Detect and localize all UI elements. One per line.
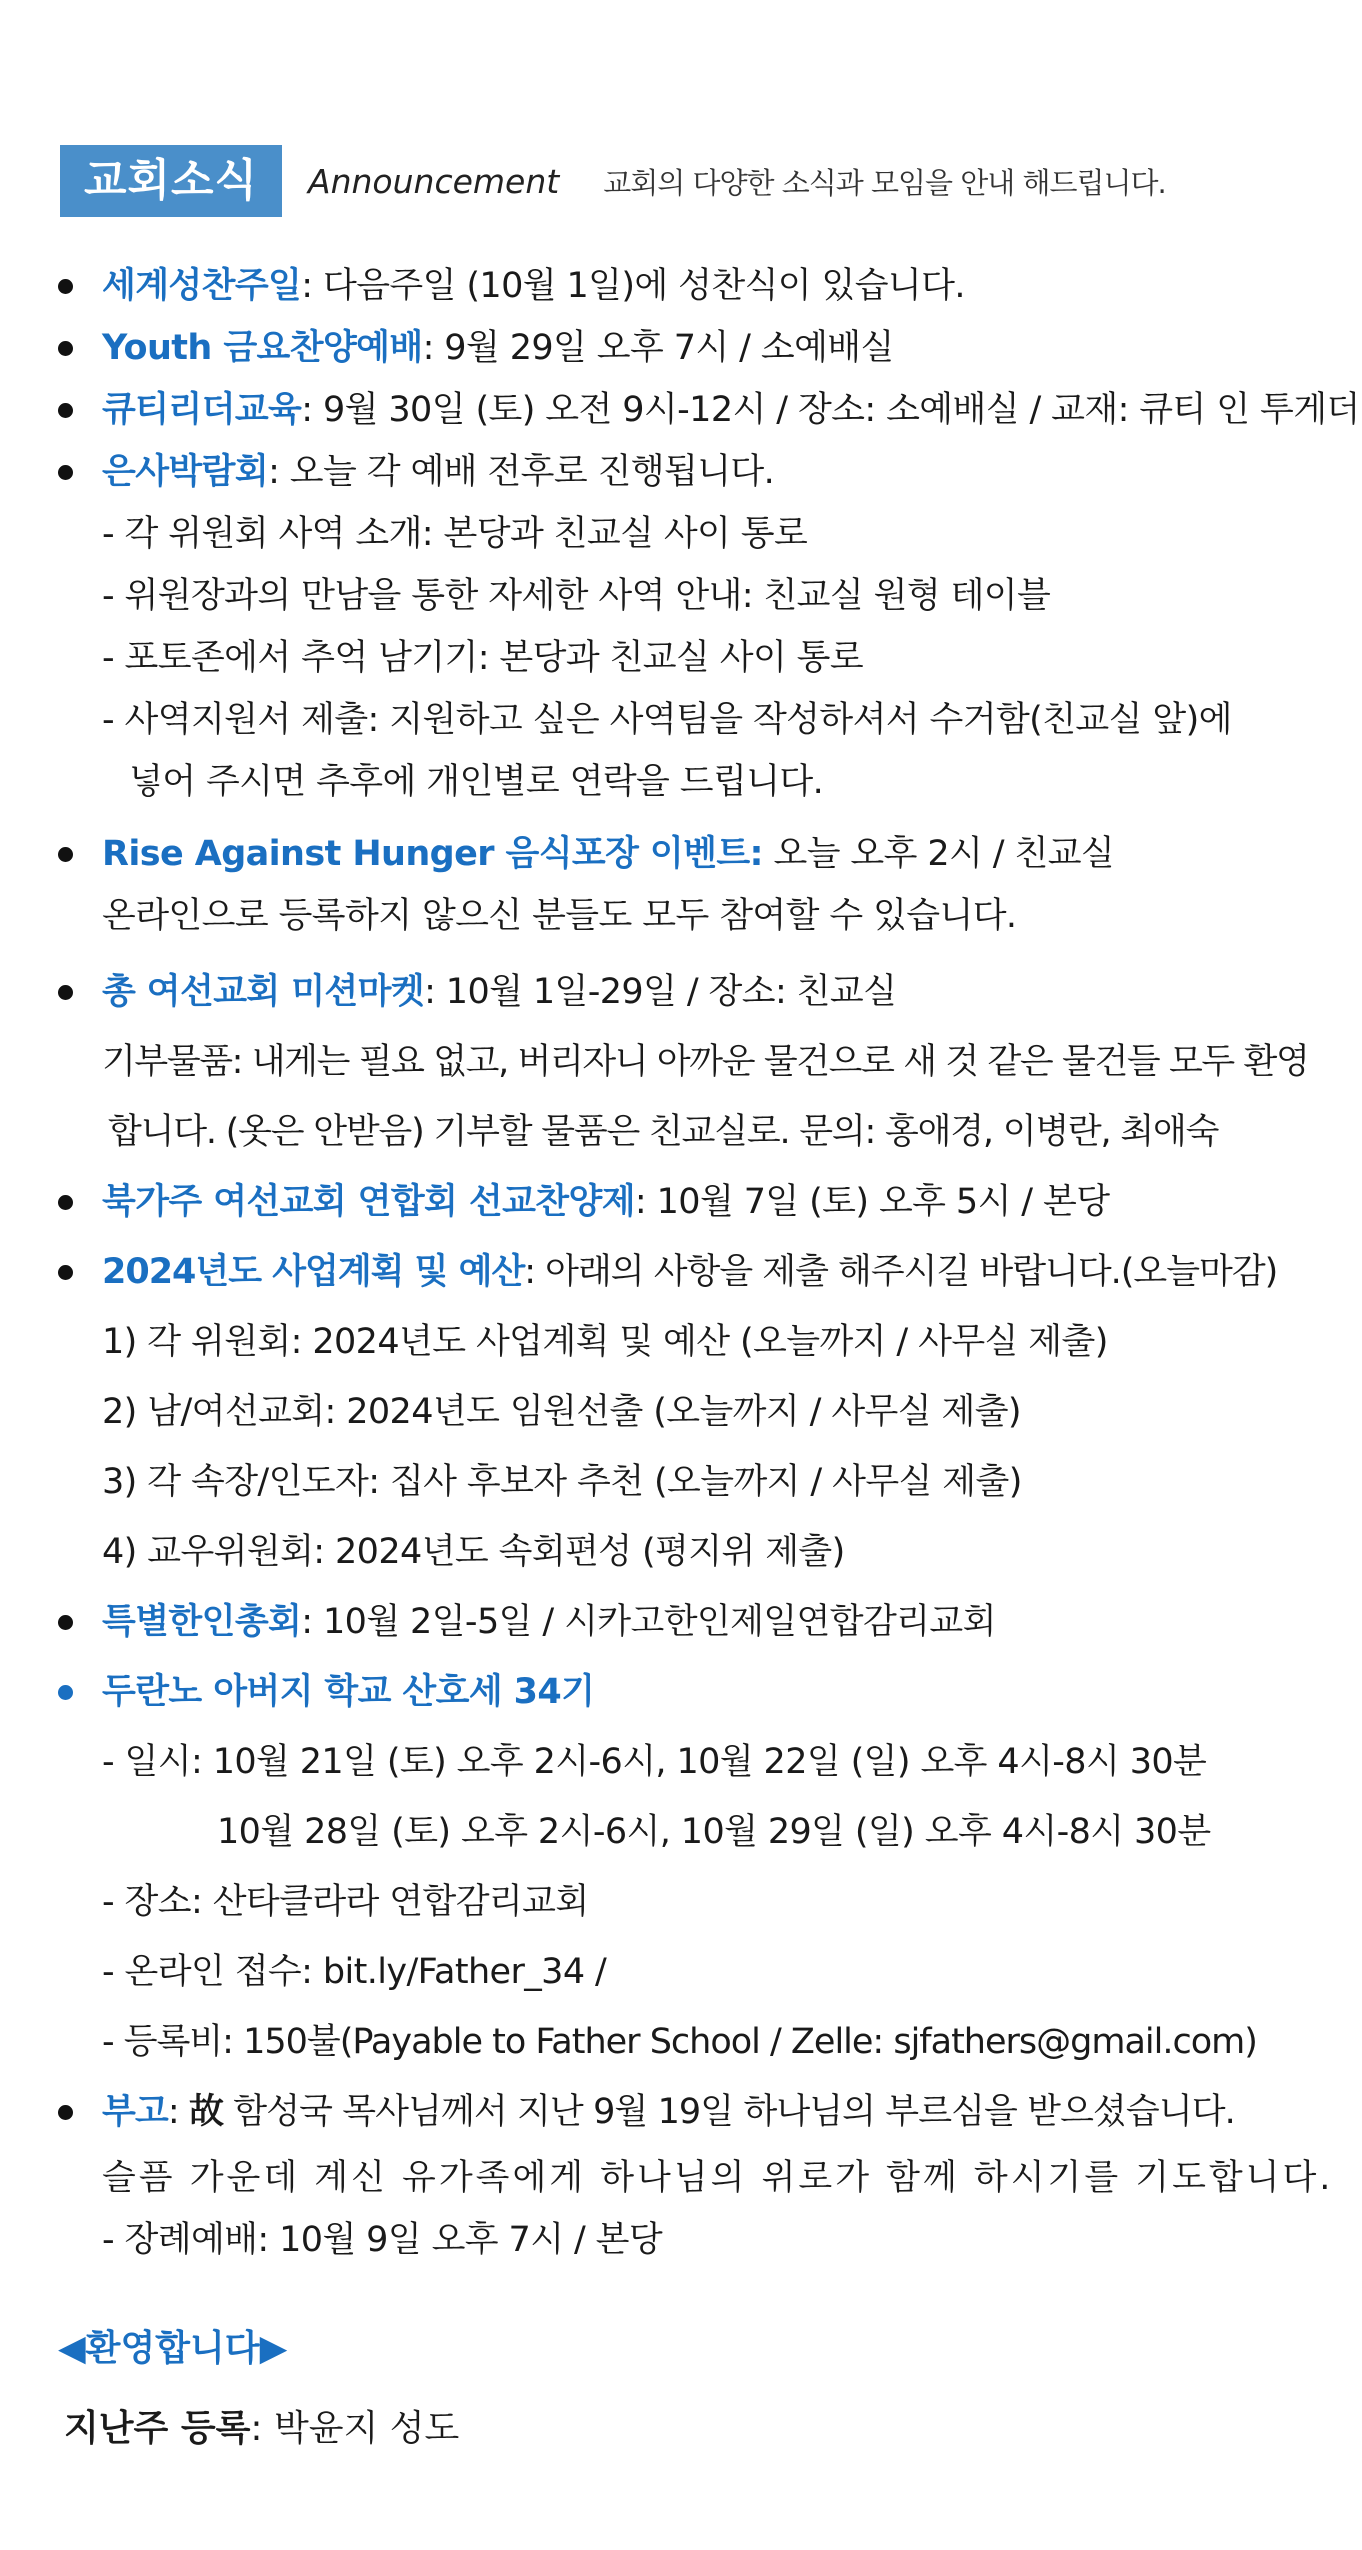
item-title: 특별한인총회: [102, 1602, 302, 1642]
sub-line: 기부물품: 내게는 필요 없고, 버리자니 아까운 물건으로 새 것 같은 물건들 모두 환영: [102, 1042, 1309, 1082]
sub-line: - 장례예배: 10월 9일 오후 7시 / 본당: [102, 2220, 663, 2260]
list-item: [0, 823, 1362, 947]
sub-line: 합니다. (옷은 안받음) 기부할 물품은 친교실로. 문의: 홍애경, 이병란, 최애숙: [108, 1112, 1219, 1152]
sub-line: 2) 남/여선교회: 2024년도 임원선출 (오늘까지 / 사무실 제출): [102, 1392, 1021, 1432]
item-text: : 오늘 각 예배 전후로 진행됩니다.: [268, 452, 775, 492]
list-item: [0, 441, 1362, 813]
item-title: 세계성찬주일: [102, 266, 302, 306]
list-item: [0, 1587, 1362, 1657]
registered-line: [64, 2400, 459, 2451]
item-title: 은사박람회: [102, 452, 269, 492]
item-title: 두란노 아버지 학교 산호세 34기: [102, 1672, 595, 1712]
section-title-en: Announcement: [308, 161, 560, 201]
list-item: [0, 957, 1362, 1167]
list-item: [0, 1237, 1362, 1587]
item-text: : 다음주일 (10월 1일)에 성찬식이 있습니다.: [301, 266, 965, 306]
item-title: 북가주 여선교회 연합회 선교찬양제: [102, 1182, 635, 1222]
sub-line: 3) 각 속장/인도자: 집사 후보자 추천 (오늘까지 / 사무실 제출): [102, 1462, 1022, 1502]
item-title: 부고: [102, 2092, 168, 2132]
item-text: 오늘 오후 2시 / 친교실: [762, 834, 1115, 874]
sub-line: - 등록비: 150불(Payable to Father School / Zelle: sjfathers@gmail.com): [102, 2022, 1257, 2062]
sub-line: - 장소: 산타클라라 연합감리교회: [102, 1882, 589, 1922]
registered-text: : 박윤지 성도: [250, 2408, 460, 2449]
bullet-icon: [58, 465, 73, 480]
list-item: [0, 2077, 1362, 2271]
bullet-icon: [58, 403, 73, 418]
list-item: [0, 379, 1362, 441]
item-text: : 10월 7일 (토) 오후 5시 / 본당: [634, 1182, 1110, 1222]
item-title: 큐티리더교육: [102, 390, 302, 430]
sub-line: - 온라인 접수: bit.ly/Father_34 /: [102, 1952, 607, 1992]
item-text: : 9월 29일 오후 7시 / 소예배실: [422, 328, 894, 368]
bullet-icon: [58, 2105, 73, 2120]
bullet-icon: [58, 985, 73, 1000]
item-title: 총 여선교회 미션마켓: [102, 972, 425, 1012]
bullet-icon: [58, 279, 73, 294]
sub-line: - 각 위원회 사역 소개: 본당과 친교실 사이 통로: [102, 514, 808, 554]
item-text: : 10월 2일-5일 / 시카고한인제일연합감리교회: [301, 1602, 996, 1642]
list-item: [0, 255, 1362, 317]
section-header: [60, 145, 1166, 217]
registered-label: 지난주 등록: [64, 2408, 251, 2449]
list-item: [0, 1657, 1362, 2077]
announcement-list: [0, 255, 1362, 2271]
item-text-prefix: :: [167, 2092, 189, 2132]
bullet-icon: [58, 341, 73, 356]
bullet-icon: [58, 1195, 73, 1210]
list-item: [0, 317, 1362, 379]
sub-line: - 위원장과의 만남을 통한 자세한 사역 안내: 친교실 원형 테이블: [102, 576, 1051, 616]
sub-line: 10월 28일 (토) 오후 2시-6시, 10월 29일 (일) 오후 4시-8시 30분: [217, 1812, 1211, 1852]
item-text: : 10월 1일-29일 / 장소: 친교실: [424, 972, 897, 1012]
item-title: Youth 금요찬양예배: [102, 328, 423, 368]
item-title: Rise Against Hunger 음식포장 이벤트:: [102, 834, 763, 874]
section-description: 교회의 다양한 소식과 모임을 안내 해드립니다.: [603, 165, 1166, 200]
section-badge: 교회소식: [60, 145, 282, 217]
sub-line: 4) 교우위원회: 2024년도 속회편성 (평지위 제출): [102, 1532, 845, 1572]
bullet-icon: [58, 1615, 73, 1630]
sub-line: - 포토존에서 추억 남기기: 본당과 친교실 사이 통로: [102, 638, 864, 678]
sub-line: 슬픔 가운데 계신 유가족에게 하나님의 위로가 함께 하시기를 기도합니다.: [102, 2158, 1334, 2198]
bullet-icon: [58, 1265, 73, 1280]
sub-line: 넣어 주시면 추후에 개인별로 연락을 드립니다.: [129, 762, 824, 802]
sub-line: - 사역지원서 제출: 지원하고 싶은 사역팀을 작성하셔서 수거함(친교실 앞)에: [102, 700, 1232, 740]
item-text: : 아래의 사항을 제출 해주시길 바랍니다.(오늘마감): [524, 1252, 1278, 1292]
sub-line: 온라인으로 등록하지 않으신 분들도 모두 참여할 수 있습니다.: [102, 896, 1017, 936]
item-text: : 9월 30일 (토) 오전 9시-12시 / 장소: 소예배실 / 교재: 큐티 인 투게더: [301, 390, 1360, 430]
welcome-heading: ◀환영합니다▶: [58, 2328, 288, 2369]
list-item: [0, 1167, 1362, 1237]
item-text: 함성국 목사님께서 지난 9월 19일 하나님의 부르심을 받으셨습니다.: [223, 2092, 1235, 2132]
item-title: 2024년도 사업계획 및 예산: [102, 1252, 525, 1292]
bullet-icon: [58, 847, 73, 862]
sub-line: 1) 각 위원회: 2024년도 사업계획 및 예산 (오늘까지 / 사무실 제출): [102, 1322, 1108, 1362]
item-text-bold: 故: [188, 2092, 224, 2132]
bullet-icon: [58, 1685, 73, 1700]
sub-line: - 일시: 10월 21일 (토) 오후 2시-6시, 10월 22일 (일) 오후 4시-8시 30분: [102, 1742, 1207, 1782]
